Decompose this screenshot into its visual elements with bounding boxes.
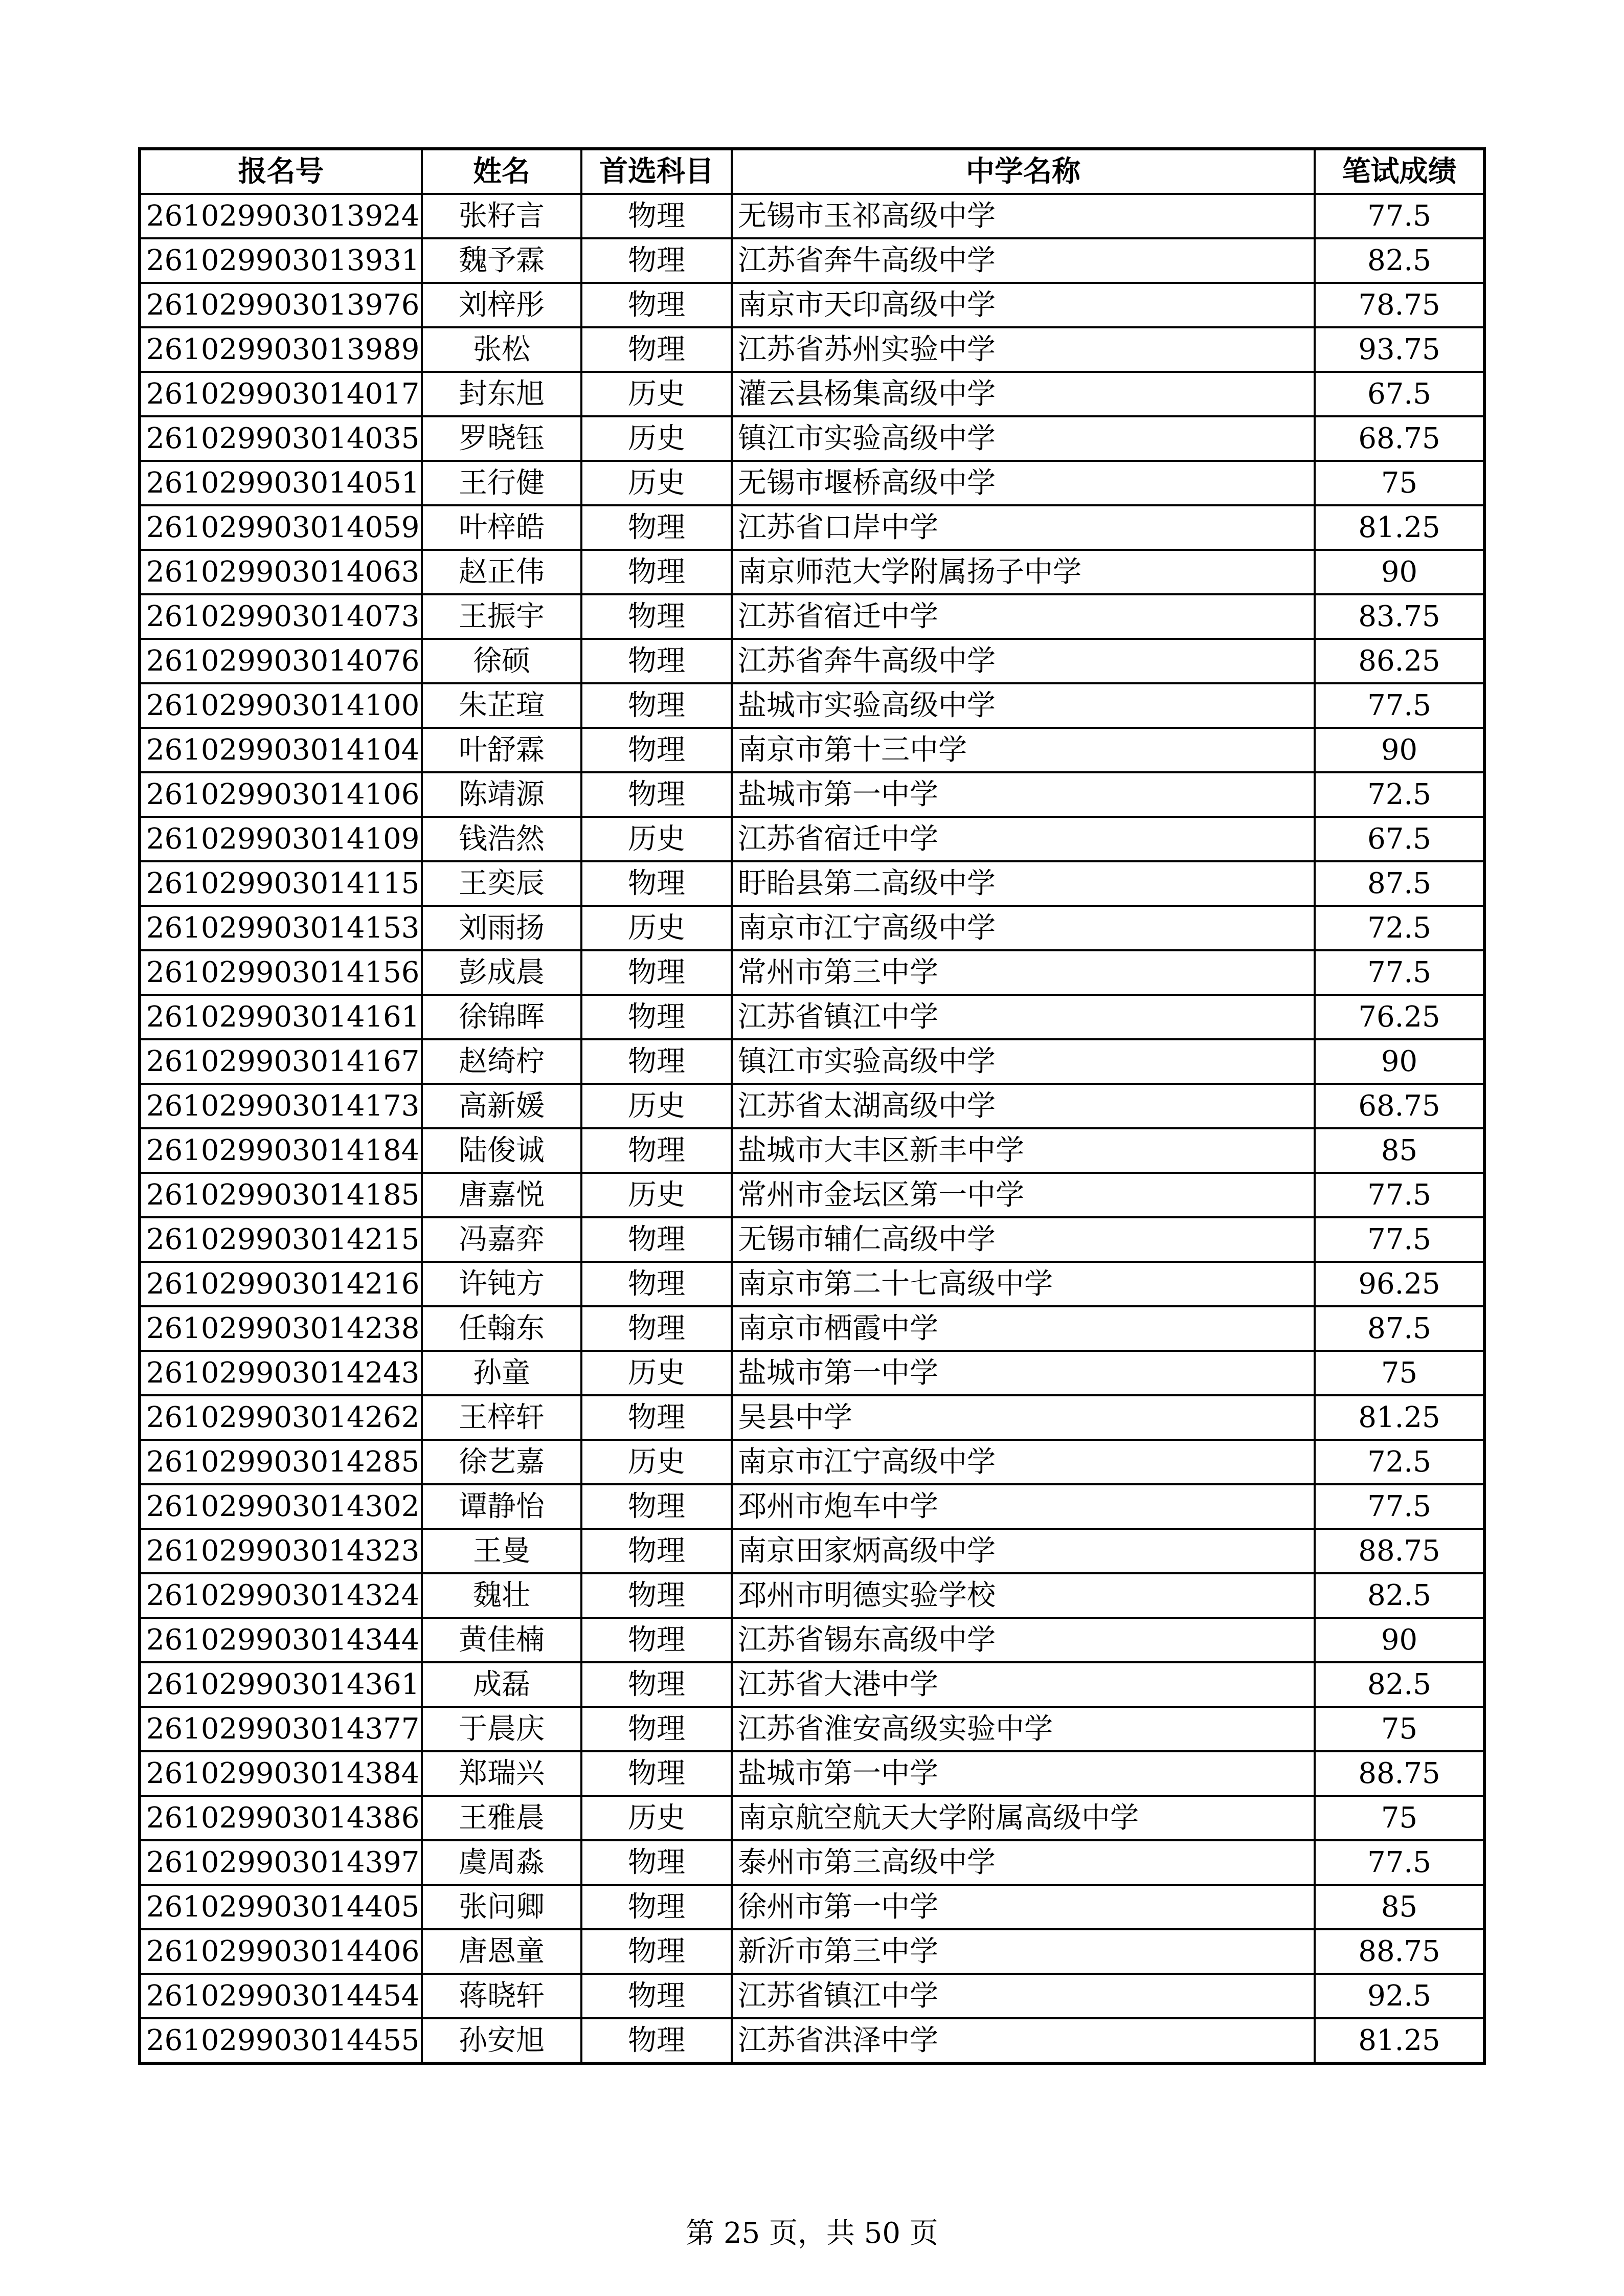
cell-primary-subject: 物理 bbox=[581, 505, 732, 550]
cell-primary-subject: 物理 bbox=[581, 639, 732, 683]
cell-primary-subject: 物理 bbox=[581, 1262, 732, 1306]
cell-written-score: 82.5 bbox=[1315, 1573, 1484, 1618]
cell-name: 孙童 bbox=[422, 1351, 581, 1395]
cell-written-score: 90 bbox=[1315, 550, 1484, 594]
cell-written-score: 75 bbox=[1315, 461, 1484, 505]
cell-name: 王奕辰 bbox=[422, 861, 581, 906]
cell-written-score: 86.25 bbox=[1315, 639, 1484, 683]
table-row bbox=[140, 2018, 1484, 2063]
table-row bbox=[140, 1039, 1484, 1084]
cell-written-score: 81.25 bbox=[1315, 1395, 1484, 1440]
cell-school-name: 盐城市第一中学 bbox=[732, 772, 1315, 817]
cell-written-score: 75 bbox=[1315, 1796, 1484, 1840]
cell-registration-number: 261029903014059 bbox=[140, 505, 422, 550]
cell-written-score: 76.25 bbox=[1315, 995, 1484, 1039]
cell-name: 叶舒霖 bbox=[422, 728, 581, 772]
cell-name: 谭静怡 bbox=[422, 1484, 581, 1529]
cell-primary-subject: 物理 bbox=[581, 1840, 732, 1885]
cell-name: 张松 bbox=[422, 327, 581, 372]
cell-school-name: 邳州市炮车中学 bbox=[732, 1484, 1315, 1529]
header-registration-number: 报名号 bbox=[140, 149, 422, 194]
cell-registration-number: 261029903014104 bbox=[140, 728, 422, 772]
cell-written-score: 82.5 bbox=[1315, 1662, 1484, 1707]
cell-registration-number: 261029903014384 bbox=[140, 1751, 422, 1796]
cell-school-name: 南京市江宁高级中学 bbox=[732, 906, 1315, 950]
cell-primary-subject: 物理 bbox=[581, 1707, 732, 1751]
cell-school-name: 江苏省镇江中学 bbox=[732, 995, 1315, 1039]
table-row bbox=[140, 1217, 1484, 1262]
cell-school-name: 南京市第二十七高级中学 bbox=[732, 1262, 1315, 1306]
cell-registration-number: 261029903014406 bbox=[140, 1929, 422, 1974]
cell-school-name: 江苏省宿迁中学 bbox=[732, 817, 1315, 861]
cell-primary-subject: 历史 bbox=[581, 416, 732, 461]
cell-name: 赵绮柠 bbox=[422, 1039, 581, 1084]
table-row bbox=[140, 1395, 1484, 1440]
table-row bbox=[140, 728, 1484, 772]
cell-registration-number: 261029903014238 bbox=[140, 1306, 422, 1351]
cell-school-name: 常州市金坛区第一中学 bbox=[732, 1173, 1315, 1217]
table-row bbox=[140, 1751, 1484, 1796]
cell-written-score: 90 bbox=[1315, 728, 1484, 772]
cell-name: 刘梓彤 bbox=[422, 283, 581, 327]
table-row bbox=[140, 1529, 1484, 1573]
cell-written-score: 78.75 bbox=[1315, 283, 1484, 327]
table-row bbox=[140, 995, 1484, 1039]
cell-school-name: 徐州市第一中学 bbox=[732, 1885, 1315, 1929]
cell-name: 冯嘉弈 bbox=[422, 1217, 581, 1262]
cell-written-score: 96.25 bbox=[1315, 1262, 1484, 1306]
cell-school-name: 盐城市第一中学 bbox=[732, 1751, 1315, 1796]
cell-primary-subject: 物理 bbox=[581, 1217, 732, 1262]
cell-name: 孙安旭 bbox=[422, 2018, 581, 2063]
cell-written-score: 81.25 bbox=[1315, 2018, 1484, 2063]
cell-registration-number: 261029903014262 bbox=[140, 1395, 422, 1440]
cell-primary-subject: 物理 bbox=[581, 950, 732, 995]
cell-school-name: 南京航空航天大学附属高级中学 bbox=[732, 1796, 1315, 1840]
cell-school-name: 江苏省宿迁中学 bbox=[732, 594, 1315, 639]
cell-school-name: 江苏省淮安高级实验中学 bbox=[732, 1707, 1315, 1751]
cell-written-score: 77.5 bbox=[1315, 950, 1484, 995]
cell-name: 刘雨扬 bbox=[422, 906, 581, 950]
cell-registration-number: 261029903014109 bbox=[140, 817, 422, 861]
table-row bbox=[140, 194, 1484, 238]
cell-registration-number: 261029903014153 bbox=[140, 906, 422, 950]
table-row bbox=[140, 1840, 1484, 1885]
cell-name: 封东旭 bbox=[422, 372, 581, 416]
cell-written-score: 68.75 bbox=[1315, 416, 1484, 461]
cell-written-score: 72.5 bbox=[1315, 772, 1484, 817]
cell-written-score: 77.5 bbox=[1315, 683, 1484, 728]
header-name: 姓名 bbox=[422, 149, 581, 194]
table-row bbox=[140, 1573, 1484, 1618]
cell-written-score: 77.5 bbox=[1315, 194, 1484, 238]
cell-school-name: 江苏省镇江中学 bbox=[732, 1974, 1315, 2018]
cell-primary-subject: 历史 bbox=[581, 1173, 732, 1217]
cell-written-score: 88.75 bbox=[1315, 1751, 1484, 1796]
cell-primary-subject: 物理 bbox=[581, 283, 732, 327]
cell-primary-subject: 物理 bbox=[581, 1885, 732, 1929]
table-row bbox=[140, 1662, 1484, 1707]
cell-registration-number: 261029903013976 bbox=[140, 283, 422, 327]
cell-primary-subject: 历史 bbox=[581, 1084, 732, 1128]
cell-name: 虞周淼 bbox=[422, 1840, 581, 1885]
table-row bbox=[140, 327, 1484, 372]
cell-registration-number: 261029903014215 bbox=[140, 1217, 422, 1262]
cell-written-score: 77.5 bbox=[1315, 1217, 1484, 1262]
cell-name: 黄佳楠 bbox=[422, 1618, 581, 1662]
cell-registration-number: 261029903014185 bbox=[140, 1173, 422, 1217]
cell-registration-number: 261029903014216 bbox=[140, 1262, 422, 1306]
table-row bbox=[140, 639, 1484, 683]
cell-registration-number: 261029903013931 bbox=[140, 238, 422, 283]
table-row bbox=[140, 1262, 1484, 1306]
table-row bbox=[140, 505, 1484, 550]
cell-written-score: 83.75 bbox=[1315, 594, 1484, 639]
cell-school-name: 南京市天印高级中学 bbox=[732, 283, 1315, 327]
table-row bbox=[140, 1618, 1484, 1662]
cell-written-score: 77.5 bbox=[1315, 1173, 1484, 1217]
cell-registration-number: 261029903013989 bbox=[140, 327, 422, 372]
cell-written-score: 72.5 bbox=[1315, 1440, 1484, 1484]
cell-primary-subject: 历史 bbox=[581, 372, 732, 416]
table-row bbox=[140, 772, 1484, 817]
table-row bbox=[140, 594, 1484, 639]
cell-registration-number: 261029903014173 bbox=[140, 1084, 422, 1128]
cell-school-name: 江苏省洪泽中学 bbox=[732, 2018, 1315, 2063]
cell-school-name: 镇江市实验高级中学 bbox=[732, 416, 1315, 461]
cell-written-score: 88.75 bbox=[1315, 1929, 1484, 1974]
cell-written-score: 77.5 bbox=[1315, 1840, 1484, 1885]
cell-school-name: 常州市第三中学 bbox=[732, 950, 1315, 995]
cell-school-name: 江苏省太湖高级中学 bbox=[732, 1084, 1315, 1128]
cell-written-score: 75 bbox=[1315, 1351, 1484, 1395]
cell-name: 王梓轩 bbox=[422, 1395, 581, 1440]
cell-school-name: 无锡市辅仁高级中学 bbox=[732, 1217, 1315, 1262]
cell-registration-number: 261029903014076 bbox=[140, 639, 422, 683]
cell-name: 许钝方 bbox=[422, 1262, 581, 1306]
cell-school-name: 吴县中学 bbox=[732, 1395, 1315, 1440]
cell-registration-number: 261029903014344 bbox=[140, 1618, 422, 1662]
cell-primary-subject: 历史 bbox=[581, 1440, 732, 1484]
cell-primary-subject: 物理 bbox=[581, 1128, 732, 1173]
cell-written-score: 87.5 bbox=[1315, 1306, 1484, 1351]
cell-primary-subject: 物理 bbox=[581, 1662, 732, 1707]
cell-registration-number: 261029903014156 bbox=[140, 950, 422, 995]
cell-registration-number: 261029903014115 bbox=[140, 861, 422, 906]
table-row bbox=[140, 372, 1484, 416]
cell-name: 于晨庆 bbox=[422, 1707, 581, 1751]
cell-registration-number: 261029903014106 bbox=[140, 772, 422, 817]
cell-registration-number: 261029903014035 bbox=[140, 416, 422, 461]
cell-registration-number: 261029903014017 bbox=[140, 372, 422, 416]
header-school-name: 中学名称 bbox=[732, 149, 1315, 194]
table-row bbox=[140, 1885, 1484, 1929]
cell-name: 徐硕 bbox=[422, 639, 581, 683]
header-written-score: 笔试成绩 bbox=[1315, 149, 1484, 194]
cell-school-name: 邳州市明德实验学校 bbox=[732, 1573, 1315, 1618]
table-row bbox=[140, 817, 1484, 861]
cell-school-name: 南京市栖霞中学 bbox=[732, 1306, 1315, 1351]
cell-written-score: 75 bbox=[1315, 1707, 1484, 1751]
cell-school-name: 盐城市第一中学 bbox=[732, 1351, 1315, 1395]
cell-primary-subject: 物理 bbox=[581, 1751, 732, 1796]
cell-school-name: 新沂市第三中学 bbox=[732, 1929, 1315, 1974]
cell-primary-subject: 物理 bbox=[581, 1306, 732, 1351]
cell-name: 钱浩然 bbox=[422, 817, 581, 861]
cell-name: 成磊 bbox=[422, 1662, 581, 1707]
cell-name: 赵正伟 bbox=[422, 550, 581, 594]
table-row bbox=[140, 906, 1484, 950]
cell-name: 高新媛 bbox=[422, 1084, 581, 1128]
cell-primary-subject: 物理 bbox=[581, 772, 732, 817]
cell-written-score: 68.75 bbox=[1315, 1084, 1484, 1128]
cell-written-score: 93.75 bbox=[1315, 327, 1484, 372]
cell-primary-subject: 物理 bbox=[581, 550, 732, 594]
cell-written-score: 88.75 bbox=[1315, 1529, 1484, 1573]
table-row bbox=[140, 1351, 1484, 1395]
cell-name: 唐嘉悦 bbox=[422, 1173, 581, 1217]
cell-registration-number: 261029903014285 bbox=[140, 1440, 422, 1484]
cell-primary-subject: 物理 bbox=[581, 594, 732, 639]
table-row bbox=[140, 283, 1484, 327]
cell-registration-number: 261029903014324 bbox=[140, 1573, 422, 1618]
cell-school-name: 无锡市堰桥高级中学 bbox=[732, 461, 1315, 505]
cell-written-score: 85 bbox=[1315, 1128, 1484, 1173]
header-primary-subject: 首选科目 bbox=[581, 149, 732, 194]
cell-written-score: 92.5 bbox=[1315, 1974, 1484, 2018]
cell-registration-number: 261029903014454 bbox=[140, 1974, 422, 2018]
cell-name: 徐锦晖 bbox=[422, 995, 581, 1039]
cell-primary-subject: 物理 bbox=[581, 1618, 732, 1662]
table-row bbox=[140, 461, 1484, 505]
table-body bbox=[140, 194, 1484, 2063]
cell-primary-subject: 历史 bbox=[581, 461, 732, 505]
cell-registration-number: 261029903014455 bbox=[140, 2018, 422, 2063]
cell-primary-subject: 物理 bbox=[581, 327, 732, 372]
table-row bbox=[140, 861, 1484, 906]
cell-primary-subject: 物理 bbox=[581, 861, 732, 906]
cell-school-name: 泰州市第三高级中学 bbox=[732, 1840, 1315, 1885]
table-row bbox=[140, 416, 1484, 461]
cell-primary-subject: 物理 bbox=[581, 1484, 732, 1529]
table-row bbox=[140, 1974, 1484, 2018]
cell-school-name: 盐城市实验高级中学 bbox=[732, 683, 1315, 728]
cell-primary-subject: 物理 bbox=[581, 1974, 732, 2018]
cell-registration-number: 261029903014302 bbox=[140, 1484, 422, 1529]
cell-primary-subject: 物理 bbox=[581, 1039, 732, 1084]
cell-written-score: 81.25 bbox=[1315, 505, 1484, 550]
table-row bbox=[140, 1084, 1484, 1128]
cell-school-name: 南京市江宁高级中学 bbox=[732, 1440, 1315, 1484]
cell-school-name: 江苏省锡东高级中学 bbox=[732, 1618, 1315, 1662]
cell-school-name: 盱眙县第二高级中学 bbox=[732, 861, 1315, 906]
cell-name: 叶梓皓 bbox=[422, 505, 581, 550]
cell-registration-number: 261029903014243 bbox=[140, 1351, 422, 1395]
cell-primary-subject: 物理 bbox=[581, 1395, 732, 1440]
cell-primary-subject: 物理 bbox=[581, 2018, 732, 2063]
cell-name: 陆俊诚 bbox=[422, 1128, 581, 1173]
cell-primary-subject: 历史 bbox=[581, 1796, 732, 1840]
cell-name: 朱芷瑄 bbox=[422, 683, 581, 728]
cell-primary-subject: 物理 bbox=[581, 683, 732, 728]
table-row bbox=[140, 238, 1484, 283]
cell-written-score: 87.5 bbox=[1315, 861, 1484, 906]
cell-name: 蒋晓轩 bbox=[422, 1974, 581, 2018]
table-row bbox=[140, 1306, 1484, 1351]
cell-written-score: 90 bbox=[1315, 1618, 1484, 1662]
table-header-row bbox=[140, 149, 1484, 194]
cell-name: 唐恩童 bbox=[422, 1929, 581, 1974]
cell-school-name: 灌云县杨集高级中学 bbox=[732, 372, 1315, 416]
cell-written-score: 90 bbox=[1315, 1039, 1484, 1084]
cell-primary-subject: 物理 bbox=[581, 1929, 732, 1974]
table-row bbox=[140, 683, 1484, 728]
cell-name: 魏予霖 bbox=[422, 238, 581, 283]
cell-registration-number: 261029903014051 bbox=[140, 461, 422, 505]
cell-name: 王雅晨 bbox=[422, 1796, 581, 1840]
results-table bbox=[138, 147, 1486, 2065]
cell-name: 张问卿 bbox=[422, 1885, 581, 1929]
cell-school-name: 江苏省口岸中学 bbox=[732, 505, 1315, 550]
cell-primary-subject: 历史 bbox=[581, 906, 732, 950]
table-row bbox=[140, 1440, 1484, 1484]
cell-name: 罗晓钰 bbox=[422, 416, 581, 461]
cell-name: 王曼 bbox=[422, 1529, 581, 1573]
table-row bbox=[140, 1929, 1484, 1974]
cell-school-name: 江苏省奔牛高级中学 bbox=[732, 639, 1315, 683]
cell-registration-number: 261029903014323 bbox=[140, 1529, 422, 1573]
table-row bbox=[140, 550, 1484, 594]
cell-written-score: 67.5 bbox=[1315, 817, 1484, 861]
table-row bbox=[140, 1484, 1484, 1529]
cell-registration-number: 261029903014184 bbox=[140, 1128, 422, 1173]
cell-registration-number: 261029903014167 bbox=[140, 1039, 422, 1084]
cell-school-name: 无锡市玉祁高级中学 bbox=[732, 194, 1315, 238]
cell-written-score: 82.5 bbox=[1315, 238, 1484, 283]
cell-written-score: 85 bbox=[1315, 1885, 1484, 1929]
cell-school-name: 南京田家炳高级中学 bbox=[732, 1529, 1315, 1573]
cell-school-name: 镇江市实验高级中学 bbox=[732, 1039, 1315, 1084]
cell-registration-number: 261029903014397 bbox=[140, 1840, 422, 1885]
table-row bbox=[140, 1707, 1484, 1751]
cell-school-name: 江苏省苏州实验中学 bbox=[732, 327, 1315, 372]
cell-primary-subject: 物理 bbox=[581, 238, 732, 283]
cell-registration-number: 261029903014386 bbox=[140, 1796, 422, 1840]
table-row bbox=[140, 950, 1484, 995]
cell-primary-subject: 物理 bbox=[581, 1529, 732, 1573]
cell-name: 王行健 bbox=[422, 461, 581, 505]
cell-primary-subject: 历史 bbox=[581, 817, 732, 861]
cell-name: 任翰东 bbox=[422, 1306, 581, 1351]
cell-written-score: 67.5 bbox=[1315, 372, 1484, 416]
cell-registration-number: 261029903014063 bbox=[140, 550, 422, 594]
cell-school-name: 南京市第十三中学 bbox=[732, 728, 1315, 772]
cell-registration-number: 261029903014100 bbox=[140, 683, 422, 728]
cell-registration-number: 261029903013924 bbox=[140, 194, 422, 238]
table-row bbox=[140, 1128, 1484, 1173]
cell-registration-number: 261029903014405 bbox=[140, 1885, 422, 1929]
cell-registration-number: 261029903014161 bbox=[140, 995, 422, 1039]
cell-name: 魏壮 bbox=[422, 1573, 581, 1618]
page-number: 第 25 页，共 50 页 bbox=[686, 2217, 938, 2250]
cell-school-name: 盐城市大丰区新丰中学 bbox=[732, 1128, 1315, 1173]
cell-name: 徐艺嘉 bbox=[422, 1440, 581, 1484]
cell-registration-number: 261029903014361 bbox=[140, 1662, 422, 1707]
cell-name: 王振宇 bbox=[422, 594, 581, 639]
cell-primary-subject: 物理 bbox=[581, 728, 732, 772]
table-row bbox=[140, 1796, 1484, 1840]
cell-registration-number: 261029903014377 bbox=[140, 1707, 422, 1751]
cell-school-name: 南京师范大学附属扬子中学 bbox=[732, 550, 1315, 594]
cell-school-name: 江苏省奔牛高级中学 bbox=[732, 238, 1315, 283]
cell-primary-subject: 物理 bbox=[581, 194, 732, 238]
cell-written-score: 77.5 bbox=[1315, 1484, 1484, 1529]
cell-primary-subject: 物理 bbox=[581, 995, 732, 1039]
cell-school-name: 江苏省大港中学 bbox=[732, 1662, 1315, 1707]
cell-name: 陈靖源 bbox=[422, 772, 581, 817]
table-row bbox=[140, 1173, 1484, 1217]
cell-written-score: 72.5 bbox=[1315, 906, 1484, 950]
cell-name: 郑瑞兴 bbox=[422, 1751, 581, 1796]
cell-name: 彭成晨 bbox=[422, 950, 581, 995]
cell-name: 张籽言 bbox=[422, 194, 581, 238]
cell-registration-number: 261029903014073 bbox=[140, 594, 422, 639]
cell-primary-subject: 物理 bbox=[581, 1573, 732, 1618]
cell-primary-subject: 历史 bbox=[581, 1351, 732, 1395]
